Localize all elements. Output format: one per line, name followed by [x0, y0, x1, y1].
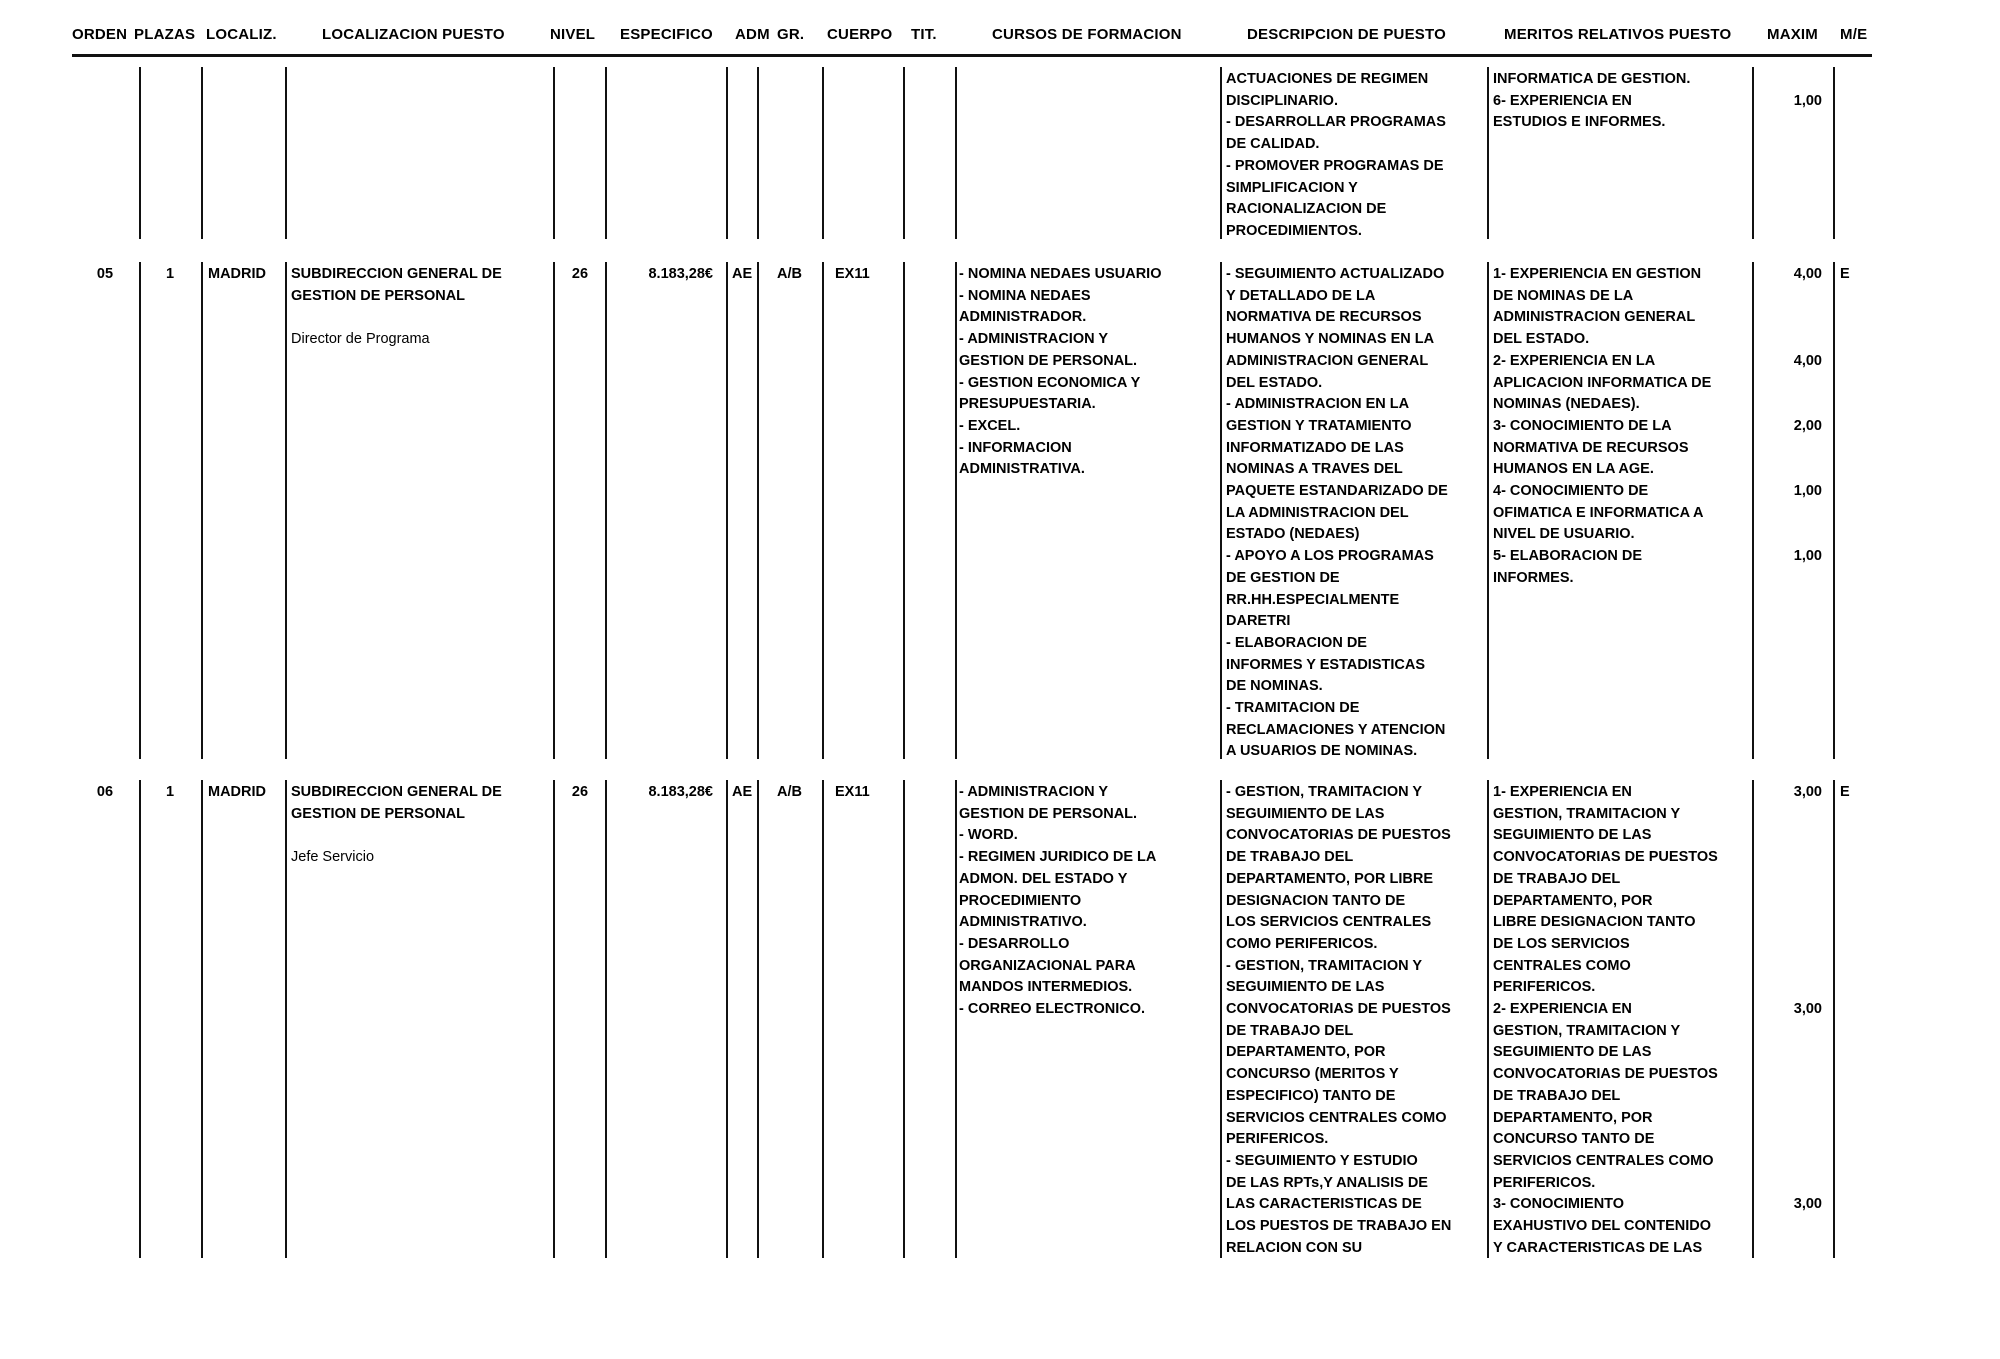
column-divider: [139, 262, 141, 759]
cell-descripcion: - GESTION, TRAMITACION Y SEGUIMIENTO DE LAS CONVOCATORIAS DE PUESTOS DE TRABAJO DEL DEPARTAMENTO, POR LIBRE DESIGNACION TANTO DE LOS SERVICIOS CENTRALES COMO PERIFERICOS. - GESTION, TRAMITACION Y SEGUIMIENTO DE LAS CONVOCATORIAS DE PUESTOS DE TRABAJO DEL DEPARTAMENTO, POR CONCURSO (MERITOS Y ESPECIFICO) TANTO DE SERVICIOS CENTRALES COMO PERIFERICOS. - SEGUIMIENTO Y ESTUDIO DE LAS RPTs,Y ANALISIS DE LAS CARACTERISTICAS DE LOS PUESTOS DE TRABAJO EN RELACION CON SU: [1226, 784, 1452, 1256]
cell-especifico: 8.183,28€: [648, 266, 713, 282]
cell-nivel: 26: [571, 266, 589, 282]
table-row: [0, 67, 2000, 239]
header-cuerpo: CUERPO: [827, 26, 893, 43]
header-meritos: MERITOS RELATIVOS PUESTO: [1504, 26, 1732, 43]
column-divider: [1220, 67, 1222, 239]
column-divider: [1487, 262, 1489, 759]
column-divider: [285, 67, 287, 239]
cell-descripcion: ACTUACIONES DE REGIMEN DISCIPLINARIO. - DESARROLLAR PROGRAMAS DE CALIDAD. - PROMOVER PROGRAMAS DE SIMPLIFICACION Y RACIONALIZACION DE PROCEDIMIENTOS.: [1226, 71, 1446, 239]
table-row: [0, 262, 2000, 759]
column-divider: [201, 67, 203, 239]
header-gr: GR.: [777, 26, 805, 43]
header-maxim: MAXIM: [1767, 26, 1818, 43]
cell-meritos: 1- EXPERIENCIA EN GESTION, TRAMITACION Y SEGUIMIENTO DE LAS CONVOCATORIAS DE PUESTOS DE TRABAJO DEL DEPARTAMENTO, POR LIBRE DESIGNACION TANTO DE LOS SERVICIOS CENTRALES COMO PERIFERICOS. 2- EXPERIENCIA EN GESTION, TRAMITACION Y SEGUIMIENTO DE LAS CONVOCATORIAS DE PUESTOS DE TRABAJO DEL DEPARTAMENTO, POR CONCURSO TANTO DE SERVICIOS CENTRALES COMO PERIFERICOS. 3- CONOCIMIENTO EXAHUSTIVO DEL CONTENIDO Y CARACTERISTICAS DE LAS: [1493, 784, 1718, 1256]
column-divider: [1220, 780, 1222, 1258]
cell-cuerpo: EX11: [835, 266, 870, 282]
cell-orden: 05: [96, 266, 114, 282]
column-divider: [1220, 262, 1222, 759]
cell-nivel: 26: [571, 784, 589, 800]
cell-localiz: MADRID: [208, 266, 266, 282]
column-divider: [903, 262, 905, 759]
cell-meritos: 1- EXPERIENCIA EN GESTION DE NOMINAS DE LA ADMINISTRACION GENERAL DEL ESTADO. 2- EXPERIENCIA EN LA APLICACION INFORMATICA DE NOMINAS (NEDAES). 3- CONOCIMIENTO DE LA NORMATIVA DE RECURSOS HUMANOS EN LA AGE. 4- CONOCIMIENTO DE OFIMATICA E INFORMATICA A NIVEL DE USUARIO. 5- ELABORACION DE INFORMES.: [1493, 266, 1712, 586]
column-divider: [201, 780, 203, 1258]
column-divider: [822, 780, 824, 1258]
cell-unidad: SUBDIRECCION GENERAL DE GESTION DE PERSONAL: [291, 784, 502, 822]
cell-cursos: - NOMINA NEDAES USUARIO - NOMINA NEDAES ADMINISTRADOR. - ADMINISTRACION Y GESTION DE PERSONAL. - GESTION ECONOMICA Y PRESUPUESTARIA. - EXCEL. - INFORMACION ADMINISTRATIVA.: [959, 266, 1162, 478]
header-adm: ADM: [735, 26, 770, 43]
table-row: [0, 780, 2000, 1258]
cell-maxim: 4,00 4,00 2,00 1,00 1,00: [1793, 266, 1822, 565]
cell-cursos: - ADMINISTRACION Y GESTION DE PERSONAL. - WORD. - REGIMEN JURIDICO DE LA ADMON. DEL ESTADO Y PROCEDIMIENTO ADMINISTRATIVO. - DESARROLLO ORGANIZACIONAL PARA MANDOS INTERMEDIOS. - CORREO ELECTRONICO.: [959, 784, 1157, 1018]
header-localizacion-puesto: LOCALIZACION PUESTO: [322, 26, 505, 43]
column-divider: [285, 780, 287, 1258]
header-localiz: LOCALIZ.: [206, 26, 277, 43]
column-divider: [955, 67, 957, 239]
column-divider: [1752, 262, 1754, 759]
column-divider: [955, 262, 957, 759]
column-divider: [757, 262, 759, 759]
header-plazas: PLAZAS: [134, 26, 196, 43]
column-divider: [903, 780, 905, 1258]
header-orden: ORDEN: [72, 26, 128, 43]
column-divider: [757, 67, 759, 239]
column-divider: [605, 780, 607, 1258]
cell-gr: A/B: [777, 266, 802, 282]
column-divider: [726, 67, 728, 239]
cell-plazas: 1: [165, 266, 175, 282]
column-divider: [1487, 67, 1489, 239]
cell-maxim: 3,00 3,00 3,00: [1793, 784, 1822, 1213]
cell-meritos: INFORMATICA DE GESTION. 6- EXPERIENCIA EN ESTUDIOS E INFORMES.: [1493, 71, 1691, 131]
column-divider: [822, 262, 824, 759]
column-divider: [553, 262, 555, 759]
column-divider: [285, 262, 287, 759]
cell-maxim: 1,00: [1793, 92, 1822, 109]
cell-puesto: Director de Programa: [291, 331, 430, 347]
column-divider: [201, 262, 203, 759]
cell-me: E: [1840, 784, 1850, 800]
cell-plazas: 1: [165, 784, 175, 800]
column-divider: [903, 67, 905, 239]
cell-orden: 06: [96, 784, 114, 800]
column-divider: [605, 262, 607, 759]
column-divider: [1833, 67, 1835, 239]
column-divider: [1833, 262, 1835, 759]
column-divider: [553, 780, 555, 1258]
cell-adm: AE: [732, 784, 753, 800]
cell-cuerpo: EX11: [835, 784, 870, 800]
header-nivel: NIVEL: [550, 26, 596, 43]
cell-gr: A/B: [777, 784, 802, 800]
column-divider: [1833, 780, 1835, 1258]
column-divider: [955, 780, 957, 1258]
column-divider: [1487, 780, 1489, 1258]
header-tit: TIT.: [911, 26, 937, 43]
column-divider: [139, 67, 141, 239]
cell-adm: AE: [732, 266, 753, 282]
header-divider: [72, 54, 1872, 57]
header-me: M/E: [1840, 26, 1868, 43]
cell-puesto: Jefe Servicio: [291, 849, 375, 865]
column-divider: [605, 67, 607, 239]
column-divider: [822, 67, 824, 239]
column-divider: [139, 780, 141, 1258]
header-especifico: ESPECIFICO: [620, 26, 713, 43]
column-divider: [726, 780, 728, 1258]
cell-especifico: 8.183,28€: [648, 784, 713, 800]
header-cursos: CURSOS DE FORMACION: [992, 26, 1182, 43]
header-descripcion: DESCRIPCION DE PUESTO: [1247, 26, 1446, 43]
column-divider: [553, 67, 555, 239]
column-divider: [1752, 780, 1754, 1258]
cell-me: E: [1840, 266, 1850, 282]
cell-localiz: MADRID: [208, 784, 266, 800]
cell-descripcion: - SEGUIMIENTO ACTUALIZADO Y DETALLADO DE LA NORMATIVA DE RECURSOS HUMANOS Y NOMINAS EN LA ADMINISTRACION GENERAL DEL ESTADO. - ADMINISTRACION EN LA GESTION Y TRATAMIENTO INFORMATIZADO DE LAS NOMINAS A TRAVES DEL PAQUETE ESTANDARIZADO DE LA ADMINISTRACION DEL ESTADO (NEDAES) - APOYO A LOS PROGRAMAS DE GESTION DE RR.HH.ESPECIALMENTE DARETRI - ELABORACION DE INFORMES Y ESTADISTICAS DE NOMINAS. - TRAMITACION DE RECLAMACIONES Y ATENCION A USUARIOS DE NOMINAS.: [1226, 266, 1448, 760]
column-divider: [757, 780, 759, 1258]
column-divider: [726, 262, 728, 759]
column-divider: [1752, 67, 1754, 239]
cell-unidad: SUBDIRECCION GENERAL DE GESTION DE PERSONAL: [291, 266, 502, 304]
